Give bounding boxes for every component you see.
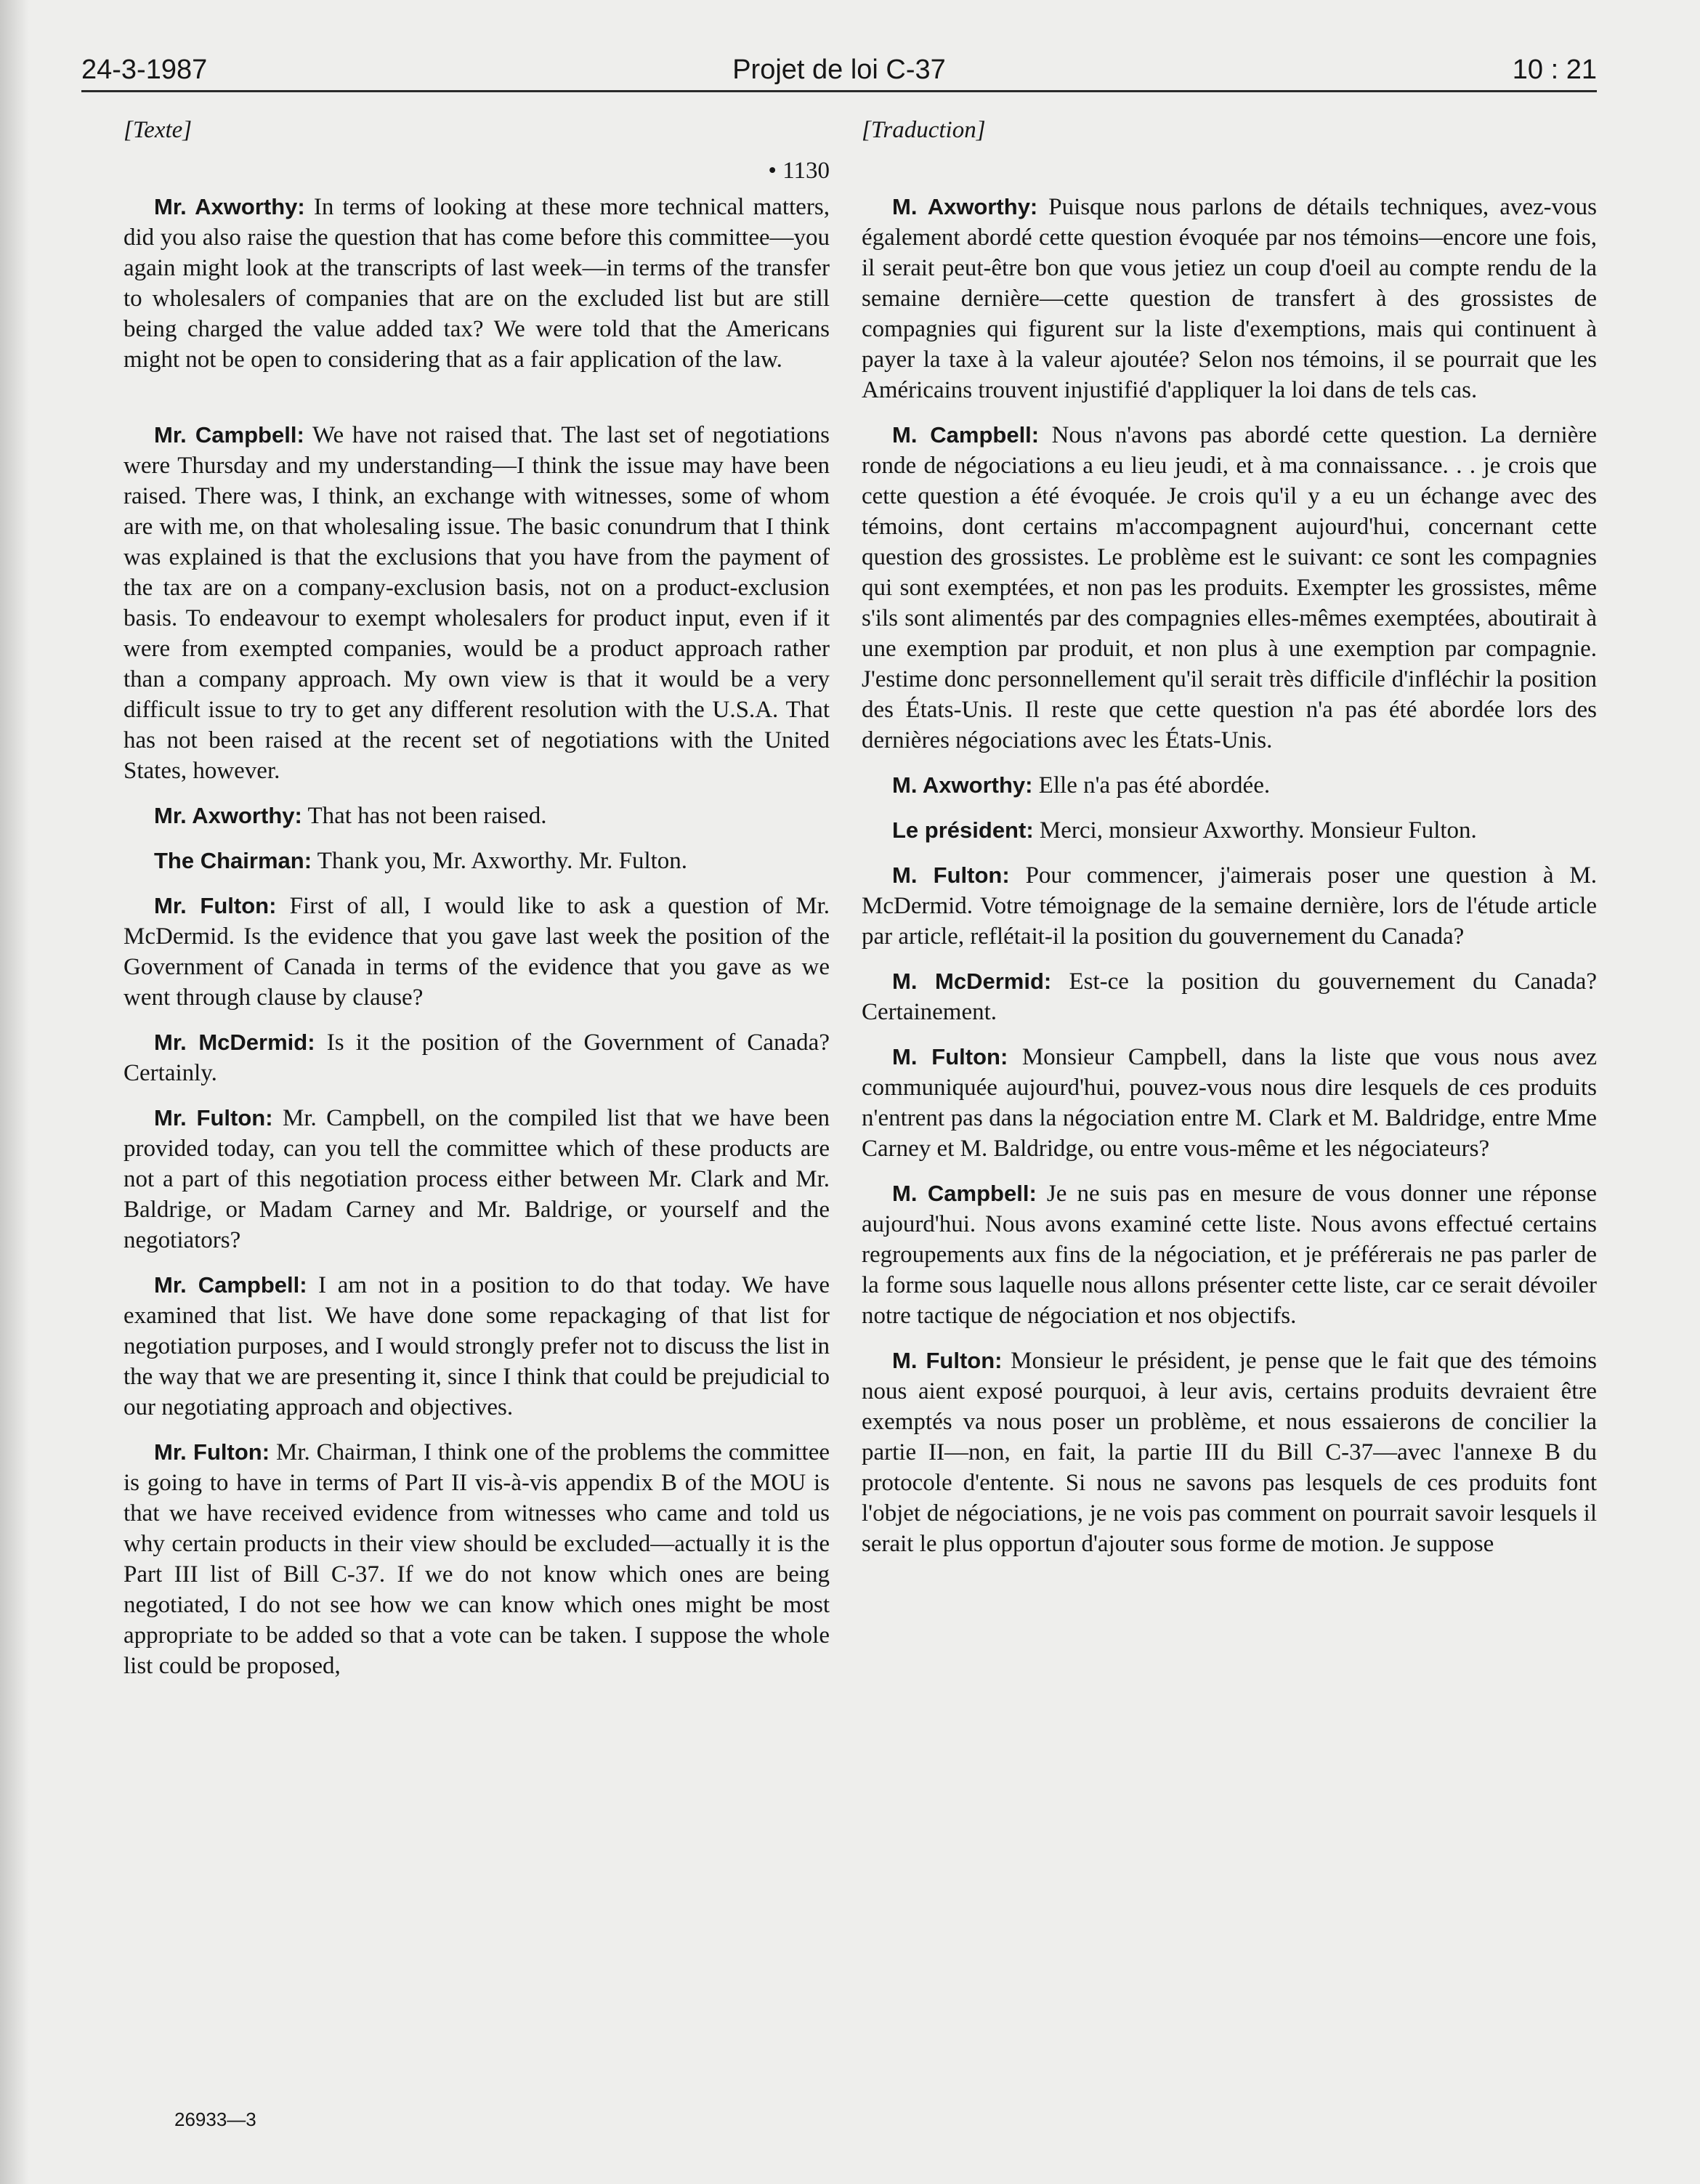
- transcript-paragraph: [862, 1042, 1597, 1164]
- transcript-paragraph: [862, 815, 1597, 846]
- speaker-name: Mr. Axworthy:: [154, 803, 302, 828]
- speaker-name: Le président:: [892, 817, 1034, 843]
- transcript-paragraph: [862, 420, 1597, 756]
- paragraph-text: Monsieur Campbell, dans la liste que vous nous avez communiquée aujourd'hui, pouvez-vous nous dire lesquels de ces produits n'entrent pas dans la négociation entre M. Clark et M. Baldridge, entre Mme Carney et M. Baldridge, ou entre vous-même et les négociateurs?: [862, 1044, 1597, 1162]
- page-header: [81, 49, 1597, 90]
- paragraph-text: Merci, monsieur Axworthy. Monsieur Fulton.: [1033, 817, 1477, 844]
- transcript-paragraph: [124, 420, 830, 786]
- paragraph-text: First of all, I would like to ask a question of Mr. McDermid. Is the evidence that you gave last week the position of the Government of Canada in terms of the evidence that you gave as we went through clause by clause?: [124, 893, 830, 1011]
- paragraph-text: Pour commencer, j'aimerais poser une question à M. McDermid. Votre témoignage de la semaine dernière, lors de l'étude article par article, reflétait-il la position du gouvernement du Canada?: [862, 862, 1597, 950]
- paragraph-text: Puisque nous parlons de détails techniques, avez-vous également abordé cette question évoquée par nos témoins—encore une fois, il serait peut-être bon que vous jetiez un coup d'oeil au compte rendu de la semaine dernière—cette question de transfert à des grossistes de compagnies qui figurent sur la liste d'exemptions, mais qui continuent à payer la taxe à la valeur ajoutée? Selon nos témoins, il se pourrait que les Américains trouvent injustifié d'appliquer la loi dans de tels cas.: [862, 194, 1597, 403]
- header-page-number: 10 : 21: [1512, 54, 1597, 85]
- paragraph-text: Thank you, Mr. Axworthy. Mr. Fulton.: [312, 848, 688, 874]
- speaker-name: Mr. Fulton:: [154, 1105, 273, 1131]
- speaker-name: Mr. Fulton:: [154, 1439, 270, 1465]
- transcript-paragraph: [862, 860, 1597, 952]
- speaker-name: M. Campbell:: [892, 1181, 1037, 1206]
- paragraph-text: Is it the position of the Government of Canada? Certainly.: [124, 1030, 830, 1086]
- paragraph-text: Est-ce la position du gouvernement du Canada? Certainement.: [862, 968, 1597, 1025]
- paragraph-text: Mr. Campbell, on the compiled list that we have been provided today, can you tell the committee which of these products are not a part of this negotiation process either between Mr. Clark and Mr. Baldrige, or Madam Carney and Mr. Baldrige, or yourself and the negotiators?: [124, 1105, 830, 1253]
- paragraph-text: Elle n'a pas été abordée.: [1032, 772, 1271, 798]
- transcript-paragraph: [862, 770, 1597, 801]
- page-edge-shadow: [0, 0, 29, 2184]
- paragraph-text: Nous n'avons pas abordé cette question. La dernière ronde de négociations a eu lieu jeudi, et à ma connaissance. . . je crois que cette question a été évoquée. Je crois qu'il y a eu un échange avec des témoins, dont certains m'accompagnent aujourd'hui, concernant cette question des grossistes. Le problème est le suivant: ce sont les compagnies qui sont exemptées, et non pas les produits. Exempter les grossistes, même s'ils sont alimentés par des compagnies elles-mêmes exemptées, aboutirait à une exemption par produit, et non plus à une exemption par compagnie. J'estime donc personnellement qu'il serait très difficile d'infléchir la position des États-Unis. Il reste que cette question n'a pas été abordée lors des dernières négociations avec les États-Unis.: [862, 422, 1597, 753]
- english-column: [124, 115, 830, 1696]
- transcript-paragraph: [124, 891, 830, 1013]
- transcript-paragraph: [124, 801, 830, 831]
- paragraph-text: I am not in a position to do that today. We have examined that list. We have done some repackaging of that list for negotiation purposes, and I would strongly prefer not to discuss the list in the way that we are presenting it, since I think that could be prejudicial to our negotiating approach and objectives.: [124, 1272, 830, 1420]
- footer-code: 26933—3: [174, 2108, 256, 2130]
- transcript-paragraph: [124, 1027, 830, 1088]
- speaker-name: M. Fulton:: [892, 1044, 1008, 1069]
- column-label-traduction: [Traduction]: [862, 117, 986, 143]
- speaker-name: Mr. Fulton:: [154, 893, 277, 918]
- speaker-name: M. Campbell:: [892, 422, 1040, 448]
- header-date: 24-3-1987: [81, 54, 208, 85]
- paragraph-text: We have not raised that. The last set of negotiations were Thursday and my understanding—I think the issue may have been raised. There was, I think, an exchange with witnesses, some of whom are with me, on that wholesaling issue. The basic conundrum that I think was explained is that the exclusions that you have from the payment of the tax are on a company-exclusion basis, not on a product-exclusion basis. To endeavour to exempt wholesalers for product input, even if it were from exempted companies, would be a product approach rather than a company approach. My own view is that it would be a very difficult issue to try to get any different resolution with the U.S.A. That has not been raised at the recent set of negotiations with the United States, however.: [124, 422, 830, 784]
- time-mark: • 1130: [768, 158, 830, 184]
- speaker-name: M. Axworthy:: [892, 194, 1038, 219]
- paragraph-text: In terms of looking at these more technical matters, did you also raise the question that has come before this committee—you again might look at the transcripts of last week—in terms of the transfer to wholesalers of companies that are on the excluded list but are still being charged the value added tax? We were told that the Americans might not be open to considering that as a fair application of the law.: [124, 194, 830, 373]
- speaker-name: The Chairman:: [154, 848, 312, 873]
- paragraph-text: Mr. Chairman, I think one of the problems the committee is going to have in terms of Part II vis-à-vis appendix B of the MOU is that we have received evidence from witnesses who came and told us why certain products in their view should be excluded—actually it is the Part III list of Bill C-37. If we do not know which ones are being negotiated, I do not see how we can know which ones might be most appropriate to be added so that a vote can be taken. I suppose the whole list could be proposed,: [124, 1439, 830, 1679]
- transcript-paragraph: [862, 192, 1597, 405]
- header-title: Projet de loi C-37: [732, 54, 946, 85]
- transcript-paragraph: [862, 966, 1597, 1027]
- speaker-name: M. Axworthy:: [892, 772, 1033, 798]
- speaker-name: Mr. Axworthy:: [154, 194, 305, 219]
- speaker-name: Mr. Campbell:: [154, 422, 304, 448]
- speaker-name: Mr. Campbell:: [154, 1272, 307, 1298]
- paragraph-text: Monsieur le président, je pense que le fait que des témoins nous aient exposé pourquoi, à leur avis, certains produits devraient être exemptés va nous poser un problème, et nous essaierons de concilier la partie II—non, en fait, la partie III du Bill C-37—avec l'annexe B du protocole d'entente. Si nous ne savons pas lesquels de ces produits font l'objet de négociations, je ne vois pas comment on pourrait savoir lesquels il serait le plus opportun d'ajouter sous forme de motion. Je suppose: [862, 1348, 1597, 1557]
- paragraph-text: Je ne suis pas en mesure de vous donner une réponse aujourd'hui. Nous avons examiné cette liste. Nous avons effectué certains regroupements aux fins de la négociation, et je préférerais ne pas parler de la forme sous laquelle nous allons présenter cette liste, car ce serait dévoiler notre tactique de négociation et nos objectifs.: [862, 1181, 1597, 1329]
- speaker-name: M. Fulton:: [892, 1348, 1003, 1373]
- speaker-name: M. McDermid:: [892, 968, 1052, 994]
- transcript-paragraph: [124, 1437, 830, 1681]
- column-label-texte: [Texte]: [124, 117, 193, 143]
- paragraph-text: That has not been raised.: [301, 803, 547, 829]
- transcript-paragraph: [124, 1270, 830, 1423]
- transcript-paragraph: [124, 846, 830, 876]
- french-column: [862, 115, 1597, 1574]
- transcript-paragraph: [124, 192, 830, 375]
- transcript-paragraph: [124, 1103, 830, 1255]
- speaker-name: Mr. McDermid:: [154, 1030, 315, 1055]
- speaker-name: M. Fulton:: [892, 862, 1010, 888]
- transcript-paragraph: [862, 1346, 1597, 1559]
- transcript-paragraph: [862, 1178, 1597, 1331]
- header-rule: [81, 90, 1597, 92]
